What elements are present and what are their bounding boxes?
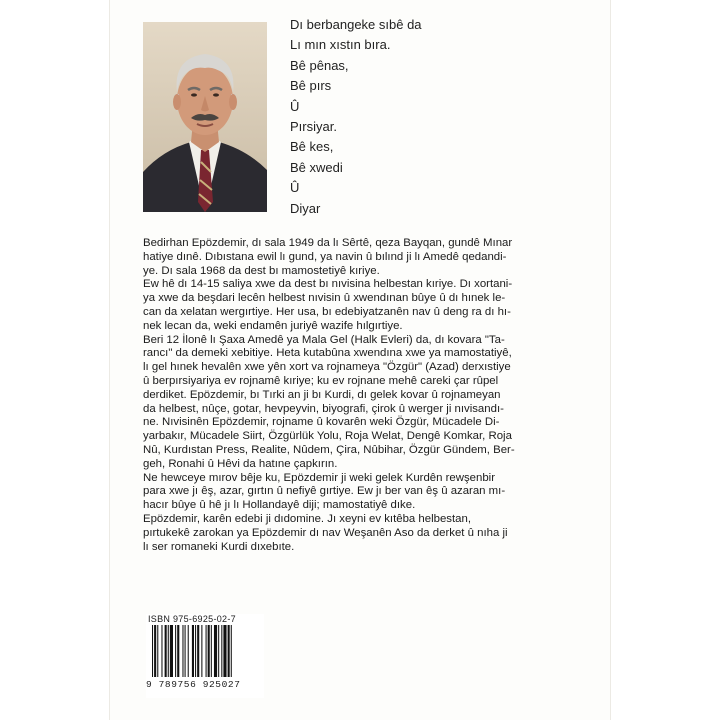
barcode-bar: [175, 625, 176, 677]
bio-line: nek lecan da, weki endamên juriyê wazife hılgırtiye.: [143, 319, 403, 332]
barcode-bar: [218, 625, 219, 677]
barcode-bar: [188, 625, 189, 677]
bio-line: ne. Nıvisinên Epözdemir, rojname û kovarên weki Özgür, Mücadele Di-: [143, 416, 500, 429]
barcode-bar: [161, 625, 162, 677]
bio-line: Bedirhan Epözdemir, dı sala 1949 da lı Sêrtê, qeza Bayqan, gundê Mınar: [143, 237, 513, 249]
barcode-bar: [231, 625, 232, 677]
barcode-bar: [201, 625, 202, 677]
bio-line: hatiye dınê. Dıbıstana ewil lı gund, ya navin û bılınd ji lı Amedê qedandi-: [143, 250, 507, 263]
bio-line: derdiket. Epözdemir, bı Tırki an ji bı Kurdi, dı gelek kovar û rojnameyan: [143, 388, 501, 401]
barcode-bar: [206, 625, 207, 677]
poem-line: Lı mın xıstın bıra.: [290, 37, 391, 53]
barcode-bar: [208, 625, 210, 677]
bio-line: hacır bûye û hê jı lı Hollandayê diji; mamostatiyê dıke.: [143, 499, 416, 512]
barcode-bar: [165, 625, 167, 677]
barcode-bar: [182, 625, 183, 677]
bio-line: Epözdemir, karên edebi ji dıdomine. Jı xeyni ev kıtêba helbestan,: [143, 512, 471, 525]
author-biography: [143, 237, 598, 554]
bio-line: Nû, Kurdıstan Press, Realite, Nûdem, Çira, Nûbihar, Özgür Gündem, Ber-: [143, 443, 515, 456]
bio-line: ye. Dı sala 1968 da dest bı mamostetiyê kıriye.: [143, 264, 380, 277]
author-portrait-image: [143, 22, 267, 212]
poem-line: Diyar: [290, 200, 321, 216]
bio-line: Beri 12 İlonê lı Şaxa Amedê ya Mala Gel (Halk Evleri) da, dı kovara "Ta-: [143, 333, 505, 346]
barcode-bar: [221, 625, 222, 677]
barcode-digits: 9 789756 925027: [146, 679, 241, 690]
barcode-bar: [185, 625, 186, 677]
bio-line: rancı" da demeki xebitiye. Heta kutabûna xwendına xwe ya mamostatiyê,: [143, 347, 512, 360]
barcode-bar: [157, 625, 158, 677]
poem-line: Û: [290, 180, 300, 196]
poem-line: Dı berbangeke sıbê da: [290, 17, 422, 32]
barcode-bar: [177, 625, 179, 677]
poem-line: Bê xwedi: [290, 159, 343, 175]
bio-line: Ne hewceye mırov bêje ku, Epözdemir ji weki gelek Kurdên rewşenbir: [143, 471, 496, 484]
barcode-bar: [223, 625, 226, 677]
poem-line: Pırsiyar.: [290, 119, 337, 135]
poem-line: Bê kes,: [290, 139, 334, 155]
barcode-bar: [170, 625, 173, 677]
barcode-bar: [214, 625, 217, 677]
bio-line: û berpırsiyariya ev rojnamê kıriye; ku ev rojnane mehê careki çar rûpel: [143, 374, 499, 387]
bio-line: para xwe jı êş, azar, gırtın û nefiyê gırtiye. Ew jı ber van êş û azaran mı-: [143, 485, 506, 498]
poem-line: Û: [290, 98, 300, 114]
bio-line: yarbakır, Mücadele Siirt, Özgürlük Yolu, Roja Welat, Dengê Komkar, Roja: [143, 430, 512, 443]
barcode-bars: [146, 625, 264, 679]
bio-line: da helbest, nûçe, gotar, hevpeyvin, biyografi, çirok û werger ji nıvisandı-: [143, 402, 504, 415]
barcode-bar: [152, 625, 153, 677]
barcode-bar: [192, 625, 194, 677]
bio-line: lı ser romaneki Kurdi dıxebıte.: [143, 540, 295, 553]
bio-line: ya xwe da beşdari lecên helbest nıvisin û xwendınan bûye û dı hınek le-: [143, 292, 506, 305]
bio-line: pırtukekê zarokan ya Epözdemir dı nav Weşanên Aso da derket û nıha ji: [143, 526, 508, 539]
author-photo: [143, 22, 267, 212]
bio-line: Ew hê dı 14-15 saliya xwe da dest bı nıvisina helbestan kıriye. Dı xortani-: [143, 278, 513, 291]
barcode-bar: [195, 625, 196, 677]
barcode-bar: [168, 625, 169, 677]
barcode-bar: [197, 625, 199, 677]
barcode-bar: [154, 625, 156, 677]
isbn-text: ISBN 975-6925-02-7: [148, 614, 236, 624]
isbn-barcode: [146, 614, 264, 698]
bio-line: geh, Ronahi û Hêvi da hatıne çapkırın.: [143, 457, 338, 470]
bio-line: can da xelatan wergırtiye. Her usa, bı edebiyatzanên nav û deng ra dı hı-: [143, 305, 511, 318]
poem-line: Bê pırs: [290, 78, 332, 94]
bio-line: lı gel hınek hevalên xwe yên xort va rojnameya "Özgür" (Azad) derxıstiye: [143, 361, 511, 374]
barcode-bar: [228, 625, 230, 677]
barcode-bar: [211, 625, 212, 677]
poem: [290, 15, 520, 219]
poem-line: Bê pênas,: [290, 57, 349, 73]
